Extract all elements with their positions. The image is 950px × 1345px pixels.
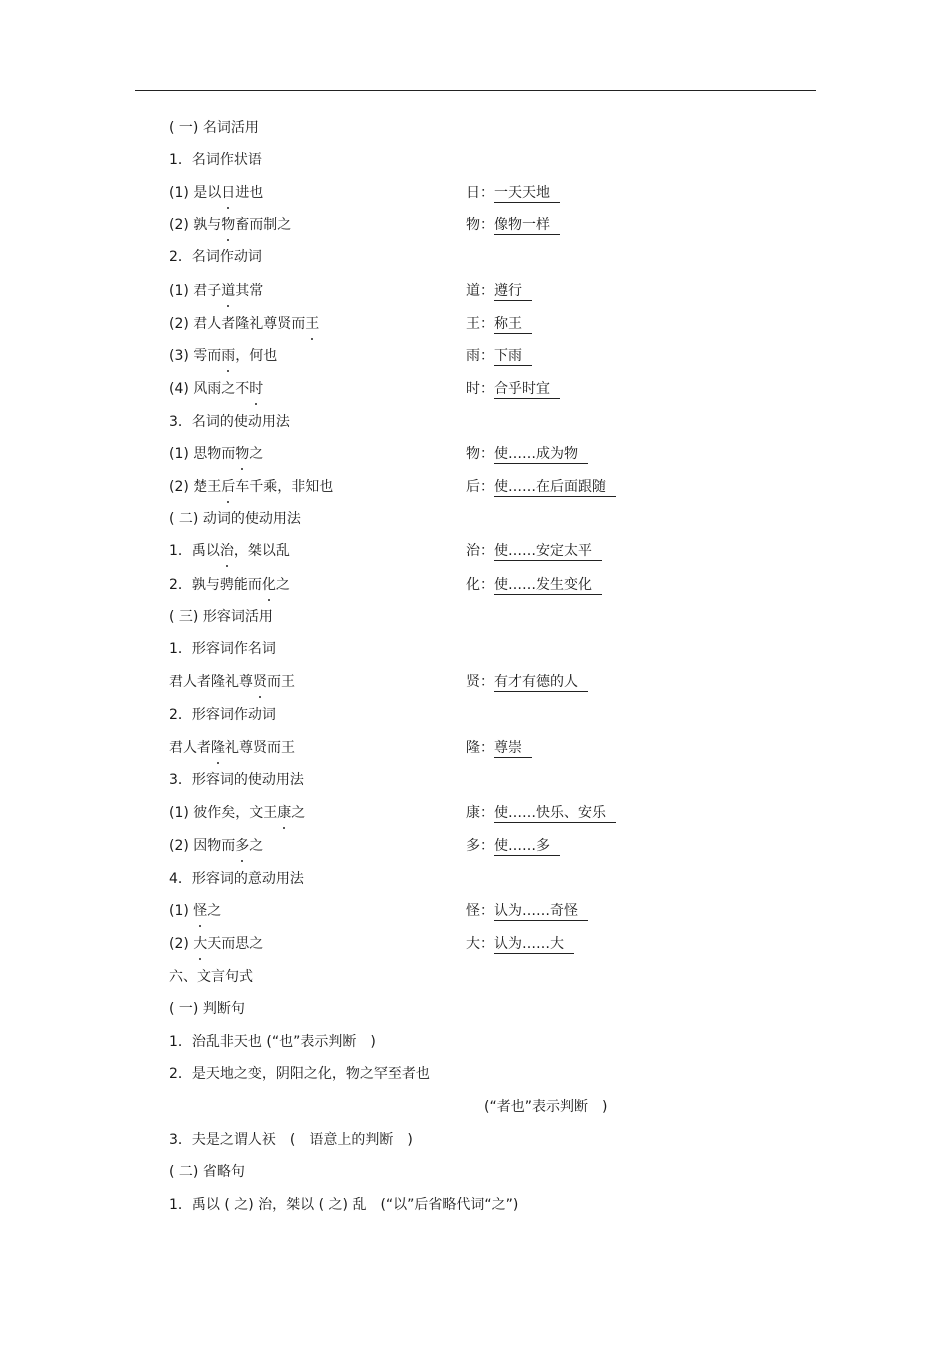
dotted-char: 道 (221, 280, 235, 302)
dotted-char: 隆 (211, 737, 225, 759)
answer-key: 大： (466, 936, 494, 952)
text-line (0, 117, 950, 139)
answer-text: 一天天地 (494, 184, 560, 203)
sentence-example: 3．夫是之谓人祆 ( 语意上的判断 ) (169, 1132, 413, 1148)
text-line (0, 1096, 950, 1118)
answer-field (466, 802, 616, 824)
dotted-char: 贤 (253, 671, 267, 693)
answer-field (466, 182, 560, 204)
text-line (0, 1194, 950, 1216)
dotted-char: 多 (235, 835, 249, 857)
text-line (0, 769, 950, 791)
answer-key: 王： (466, 316, 494, 332)
subsection-heading: 2．形容词作动词 (169, 707, 276, 723)
answer-field (466, 476, 616, 498)
answer-key: 物： (466, 446, 494, 462)
answer-field (466, 378, 560, 400)
section-heading: ( 二) 省略句 (169, 1164, 245, 1180)
section-heading: ( 一) 名词活用 (169, 120, 259, 136)
text-line (0, 998, 950, 1020)
answer-text: 使……多 (494, 837, 560, 856)
answer-field (466, 214, 560, 236)
exercise-row (0, 802, 950, 824)
example-sentence: (1) 思物而物之 (169, 443, 263, 465)
text-line (0, 1063, 950, 1085)
example-sentence: (4) 风雨之不时 (169, 378, 263, 400)
exercise-row (0, 540, 950, 562)
exercise-row (0, 574, 950, 596)
answer-text: 使……成为物 (494, 445, 588, 464)
answer-field (466, 574, 602, 596)
sentence-example: 1．治乱非天也 (“也”表示判断 ) (169, 1034, 376, 1050)
dotted-char: 化 (262, 574, 276, 596)
answer-key: 日： (466, 185, 494, 201)
exercise-row (0, 182, 950, 204)
dotted-char: 时 (249, 378, 263, 400)
dotted-char: 康 (277, 802, 291, 824)
text-line (0, 1031, 950, 1053)
dotted-char: 王 (305, 313, 319, 335)
answer-key: 怪： (466, 903, 494, 919)
subsection-heading: 4．形容词的意动用法 (169, 871, 304, 887)
exercise-row (0, 345, 950, 367)
text-line (0, 966, 950, 988)
answer-field (466, 900, 588, 922)
example-sentence: 2．孰与骋能而化之 (169, 574, 290, 596)
answer-text: 合乎时宜 (494, 380, 560, 399)
answer-key: 化： (466, 577, 494, 593)
exercise-row (0, 476, 950, 498)
answer-text: 使……在后面跟随 (494, 478, 616, 497)
answer-field (466, 345, 532, 367)
subsection-heading: 3．名词的使动用法 (169, 414, 290, 430)
text-line (0, 1129, 950, 1151)
example-sentence: (2) 楚王后车千乘，非知也 (169, 476, 333, 498)
answer-text: 有才有德的人 (494, 673, 588, 692)
exercise-row (0, 378, 950, 400)
subsection-heading: 1．形容词作名词 (169, 641, 276, 657)
answer-field (466, 280, 532, 302)
answer-key: 康： (466, 805, 494, 821)
answer-text: 遵行 (494, 282, 532, 301)
exercise-row (0, 280, 950, 302)
dotted-char: 后 (221, 476, 235, 498)
example-sentence: (2) 因物而多之 (169, 835, 263, 857)
sentence-note: (“者也”表示判断 ) (484, 1099, 608, 1115)
answer-text: 使……快乐、安乐 (494, 804, 616, 823)
answer-text: 尊崇 (494, 739, 532, 758)
dotted-char: 物 (221, 214, 235, 236)
example-sentence: (2) 大天而思之 (169, 933, 263, 955)
text-line (0, 638, 950, 660)
answer-text: 下雨 (494, 347, 532, 366)
section-heading: ( 二) 动词的使动用法 (169, 511, 301, 527)
answer-field (466, 443, 588, 465)
answer-text: 称王 (494, 315, 532, 334)
answer-key: 治： (466, 543, 494, 559)
exercise-row (0, 933, 950, 955)
text-line (0, 606, 950, 628)
dotted-char: 雨 (221, 345, 235, 367)
dotted-char: 物 (235, 443, 249, 465)
dotted-char: 日 (221, 182, 235, 204)
answer-text: 认为……大 (494, 935, 574, 954)
example-sentence: (1) 是以日进也 (169, 182, 263, 204)
example-sentence: 君人者隆礼尊贤而王 (169, 737, 295, 759)
sentence-example: 2．是天地之变，阴阳之化，物之罕至者也 (169, 1066, 430, 1082)
text-line (0, 246, 950, 268)
section-heading: ( 一) 判断句 (169, 1001, 245, 1017)
header-rule (135, 90, 816, 91)
subsection-heading: 1．名词作状语 (169, 152, 262, 168)
section-heading: ( 三) 形容词活用 (169, 609, 273, 625)
answer-key: 后： (466, 479, 494, 495)
text-line (0, 149, 950, 171)
answer-text: 使……发生变化 (494, 576, 602, 595)
example-sentence: (1) 君子道其常 (169, 280, 263, 302)
answer-key: 时： (466, 381, 494, 397)
example-sentence: (2) 君人者隆礼尊贤而王 (169, 313, 319, 335)
answer-key: 贤： (466, 674, 494, 690)
exercise-row (0, 313, 950, 335)
example-sentence: (3) 雩而雨，何也 (169, 345, 277, 367)
dotted-char: 治 (220, 540, 234, 562)
answer-field (466, 313, 532, 335)
answer-key: 隆： (466, 740, 494, 756)
dotted-char: 大 (193, 933, 207, 955)
example-sentence: (1) 彼作矣，文王康之 (169, 802, 305, 824)
chapter-heading: 六、文言句式 (169, 969, 253, 985)
text-line (0, 704, 950, 726)
exercise-row (0, 835, 950, 857)
subsection-heading: 2．名词作动词 (169, 249, 262, 265)
answer-field (466, 933, 574, 955)
example-sentence: (1) 怪之 (169, 900, 221, 922)
text-line (0, 868, 950, 890)
answer-text: 认为……奇怪 (494, 902, 588, 921)
answer-field (466, 737, 532, 759)
text-line (0, 411, 950, 433)
exercise-row (0, 214, 950, 236)
sentence-example: 1．禹以 ( 之) 治，桀以 ( 之) 乱 (“以”后省略代词“之”) (169, 1197, 519, 1213)
example-sentence: 1．禹以治，桀以乱 (169, 540, 290, 562)
exercise-row (0, 443, 950, 465)
example-sentence: 君人者隆礼尊贤而王 (169, 671, 295, 693)
answer-key: 道： (466, 283, 494, 299)
answer-text: 像物一样 (494, 216, 560, 235)
subsection-heading: 3．形容词的使动用法 (169, 772, 304, 788)
answer-key: 多： (466, 838, 494, 854)
exercise-row (0, 900, 950, 922)
answer-key: 雨： (466, 348, 494, 364)
text-line (0, 1161, 950, 1183)
answer-field (466, 835, 560, 857)
exercise-row (0, 737, 950, 759)
text-line (0, 508, 950, 530)
example-sentence: (2) 孰与物畜而制之 (169, 214, 291, 236)
dotted-char: 怪 (193, 900, 207, 922)
answer-key: 物： (466, 217, 494, 233)
exercise-row (0, 671, 950, 693)
answer-field (466, 671, 588, 693)
answer-text: 使……安定太平 (494, 542, 602, 561)
answer-field (466, 540, 602, 562)
